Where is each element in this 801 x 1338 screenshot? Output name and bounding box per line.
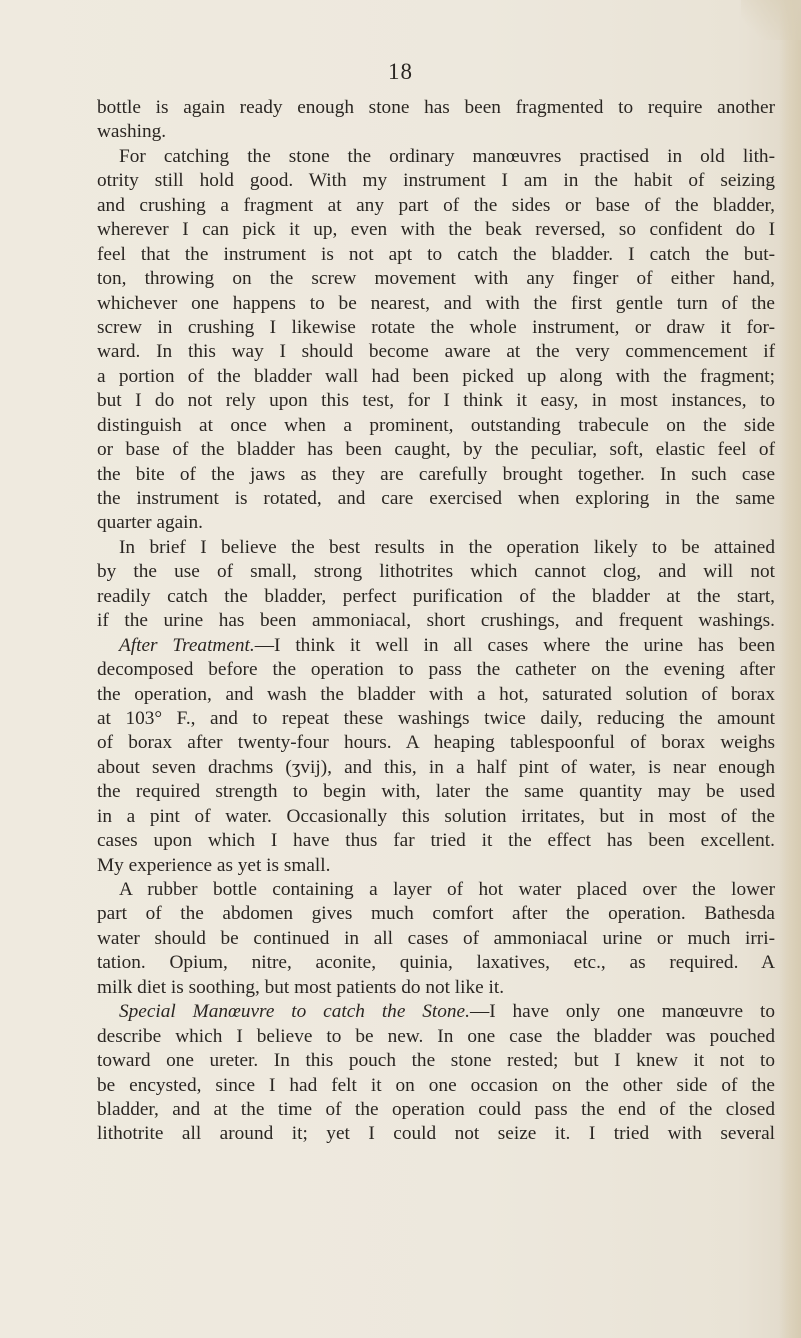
page-corner-stain (741, 0, 801, 40)
text-line: A rubber bottle containing a layer of hot water placed over the lower (119, 879, 775, 900)
text-line: or base of the bladder has been caught, by the peculiar, soft, elastic feel of (97, 439, 775, 461)
text-line: In brief I believe the best results in the operation likely to be attained (119, 536, 775, 558)
text-line: the bite of the jaws as they are carefully brought together. In such case (97, 463, 775, 485)
text-line: the operation, and wash the bladder with a hot, saturated solution of borax (97, 683, 775, 705)
text-line: For catching the stone the ordinary manœuvres practised in old lith- (119, 145, 775, 167)
text-line: milk diet is soothing, but most patients do not like it. (97, 976, 505, 998)
text-line: otrity still hold good. With my instrument I am in the habit of seizing (97, 170, 775, 192)
text-line: of borax after twenty-four hours. A heaping tablespoonful of borax weighs (97, 732, 775, 754)
text-line-special-manoeuvre (97, 1000, 775, 1024)
text-line: tation. Opium, nitre, aconite, quinia, laxatives, etc., as required. A (97, 952, 775, 974)
body-text (97, 96, 775, 1147)
text-line: by the use of small, strong lithotrites which cannot clog, and will not (97, 561, 775, 583)
text-line: part of the abdomen gives much comfort after the operation. Bathesda (97, 903, 775, 925)
text-line: at 103° F., and to repeat these washings twice daily, reducing the amount (97, 707, 775, 729)
text-line-after-treatment (97, 634, 775, 658)
text-line: wherever I can pick it up, even with the beak reversed, so confident do I (97, 219, 775, 241)
text-line: ward. In this way I should become aware at the very commencement if (97, 341, 775, 363)
text-line: decomposed before the operation to pass the catheter on the evening after (97, 659, 775, 681)
text-line: distinguish at once when a prominent, outstanding trabecule on the side (97, 414, 775, 436)
text-line: feel that the instrument is not apt to catch the bladder. I catch the but- (97, 243, 775, 265)
text-line: quarter again. (97, 512, 203, 534)
text-line: whichever one happens to be nearest, and with the first gentle turn of the (97, 292, 775, 314)
text-line: bottle is again ready enough stone has been fragmented to require another (97, 97, 775, 118)
text-fragment: —I think it well in all cases where the urine has been (254, 634, 775, 656)
page-edge-shadow (779, 0, 801, 1338)
text-line: if the urine has been ammoniacal, short crushings, and frequent washings. (97, 610, 775, 632)
text-line: in a pint of water. Occasionally this solution irritates, but in most of the (97, 805, 775, 827)
text-line: the instrument is rotated, and care exercised when exploring in the same (97, 488, 775, 509)
text-line: bladder, and at the time of the operation could pass the end of the closed (97, 1098, 775, 1120)
text-line: be encysted, since I had felt it on one occasion on the other side of the (97, 1074, 775, 1096)
text-line: toward one ureter. In this pouch the stone rested; but I knew it not to (97, 1050, 775, 1072)
text-line: My experience as yet is small. (97, 854, 331, 876)
text-line: lithotrite all around it; yet I could not seize it. I tried with several (97, 1123, 775, 1145)
text-line: but I do not rely upon this test, for I think it easy, in most instances, to (97, 390, 775, 412)
text-line: about seven drachms (ʒvij), and this, in a half pint of water, is near enough (97, 756, 775, 778)
section-heading-after-treatment: After Treatment. (119, 634, 255, 656)
text-line: describe which I believe to be new. In one case the bladder was pouched (97, 1025, 775, 1047)
text-line: washing. (97, 121, 167, 143)
text-line: screw in crushing I likewise rotate the whole instrument, or draw it for- (97, 316, 775, 338)
text-line: the required strength to begin with, later the same quantity may be used (97, 781, 775, 803)
text-line: readily catch the bladder, perfect purification of the bladder at the start, (97, 585, 775, 607)
text-line: ton, throwing on the screw movement with any finger of either hand, (97, 268, 775, 290)
section-heading-special-manoeuvre: Special Manœuvre to catch the Stone. (119, 1001, 470, 1023)
text-fragment: —I have only one manœuvre to (469, 1001, 775, 1023)
text-line: a portion of the bladder wall had been picked up along with the fragment; (97, 365, 775, 387)
text-line: cases upon which I have thus far tried it the effect has been excellent. (97, 830, 775, 852)
text-line: and crushing a fragment at any part of the sides or base of the bladder, (97, 194, 775, 216)
page-number: 18 (388, 59, 413, 84)
text-line: water should be continued in all cases of ammoniacal urine or much irri- (97, 927, 775, 949)
